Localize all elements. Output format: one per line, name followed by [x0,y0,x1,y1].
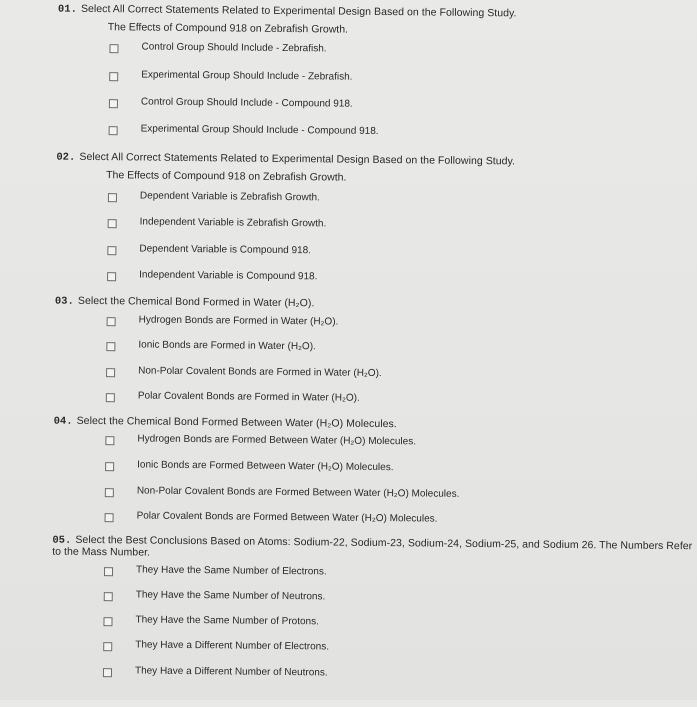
option-label: They Have the Same Number of Protons. [135,614,319,628]
question-1-number: 01. [57,3,78,16]
option-label: Ionic Bonds are Formed Between Water (H₂O) Molecules. [137,459,394,474]
checkbox[interactable] [105,436,114,445]
option-label: Control Group Should Include - Compound 918. [140,96,353,110]
checkbox[interactable] [109,72,118,81]
checkbox[interactable] [103,617,112,626]
question-3-prompt [55,295,315,311]
option-4-1[interactable] [105,433,417,448]
question-5-text: Select the Best Conclusions Based on Atoms: Sodium-22, Sodium-23, Sodium-24, Sodium-25, and Sodium 26. The Numbers Refer to the Mass Number. [52,533,693,559]
option-3-1[interactable] [107,314,339,328]
question-4-number: 04. [53,415,73,428]
option-4-3[interactable] [105,485,460,500]
question-2-number: 02. [56,151,76,164]
question-1-prompt [58,3,517,21]
option-3-4[interactable] [106,390,360,404]
option-2-3[interactable] [107,243,312,257]
checkbox[interactable] [106,368,115,377]
checkbox[interactable] [104,592,113,601]
option-label: Non-Polar Covalent Bonds are Formed in Water (H₂O). [138,365,382,380]
checkbox[interactable] [107,317,116,326]
option-5-3[interactable] [103,614,319,628]
option-label: They Have a Different Number of Neutrons. [134,665,328,679]
checkbox[interactable] [109,44,118,53]
option-4-2[interactable] [105,459,394,474]
option-label: Independent Variable is Zebrafish Growth. [139,216,327,230]
option-label: Control Group Should Include - Zebrafish. [141,41,327,55]
option-label: Polar Covalent Bonds are Formed in Water (H₂O). [137,390,360,404]
option-label: Non-Polar Covalent Bonds are Formed Between Water (H₂O) Molecules. [136,485,460,500]
question-4-prompt [54,415,397,432]
option-1-3[interactable] [109,96,353,110]
checkbox[interactable] [107,272,116,281]
option-label: Ionic Bonds are Formed in Water (H₂O). [138,339,316,353]
option-3-3[interactable] [106,365,382,380]
checkbox[interactable] [106,342,115,351]
option-1-1[interactable] [109,41,327,55]
option-2-1[interactable] [108,190,320,204]
option-5-5[interactable] [103,665,328,679]
checkbox[interactable] [108,219,117,228]
option-label: Polar Covalent Bonds are Formed Between Water (H₂O) Molecules. [136,510,438,525]
option-4-4[interactable] [105,510,438,525]
question-4-text: Select the Chemical Bond Formed Between Water (H₂O) Molecules. [76,414,397,431]
option-label: Independent Variable is Compound 918. [139,269,318,283]
checkbox[interactable] [109,126,118,135]
option-label: Hydrogen Bonds are Formed in Water (H₂O). [138,314,339,328]
option-label: Dependent Variable is Zebrafish Growth. [139,190,320,204]
question-1-text: Select All Correct Statements Related to Experimental Design Based on the Following Study. [80,2,517,20]
option-1-4[interactable] [109,123,379,137]
checkbox[interactable] [106,393,115,402]
checkbox[interactable] [105,462,114,471]
option-label: They Have a Different Number of Electrons. [135,639,330,653]
question-5-number: 05. [52,534,72,547]
option-1-2[interactable] [109,69,353,83]
checkbox[interactable] [109,99,118,108]
checkbox[interactable] [103,642,112,651]
option-2-2[interactable] [108,216,327,230]
checkbox[interactable] [105,513,114,522]
question-1-subtitle: The Effects of Compound 918 on Zebrafish Growth. [107,21,349,36]
question-2-prompt [56,151,515,169]
option-2-4[interactable] [107,269,318,283]
question-2-subtitle: The Effects of Compound 918 on Zebrafish Growth. [106,169,347,184]
option-5-4[interactable] [103,639,330,653]
checkbox[interactable] [103,668,112,677]
option-label: Experimental Group Should Include - Compound 918. [140,123,379,137]
question-5-prompt [52,535,692,565]
checkbox[interactable] [105,488,114,497]
question-2-text: Select All Correct Statements Related to Experimental Design Based on the Following Study. [79,150,516,168]
option-label: Hydrogen Bonds are Formed Between Water (H₂O) Molecules. [137,433,417,448]
option-3-2[interactable] [106,339,316,353]
option-label: They Have the Same Number of Electrons. [135,564,327,578]
checkbox[interactable] [107,246,116,255]
option-5-2[interactable] [104,589,326,603]
question-3-text: Select the Chemical Bond Formed in Water (H₂O). [77,294,315,310]
option-label: They Have the Same Number of Neutrons. [135,589,326,603]
question-3-number: 03. [54,295,74,308]
checkbox[interactable] [104,567,113,576]
option-label: Dependent Variable is Compound 918. [139,243,312,257]
option-5-1[interactable] [104,564,327,578]
checkbox[interactable] [108,193,117,202]
option-label: Experimental Group Should Include - Zebrafish. [141,69,353,83]
